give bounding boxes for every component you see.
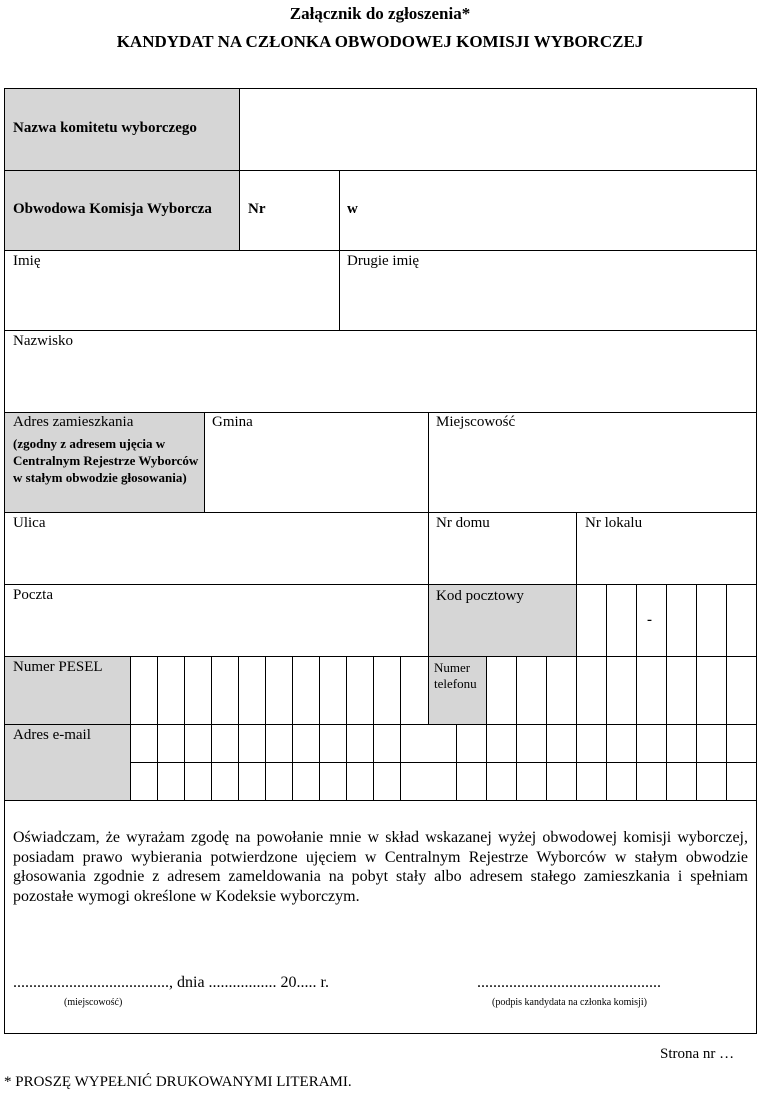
apartment-number-label: Nr lokalu bbox=[585, 515, 643, 531]
commission-location-label: w bbox=[347, 201, 358, 217]
phone-box-divider bbox=[546, 656, 547, 800]
commune-label: Gmina bbox=[212, 414, 253, 430]
post-office-label: Poczta bbox=[13, 587, 53, 603]
pesel-box-divider bbox=[211, 656, 212, 800]
email-box-divider bbox=[456, 724, 457, 800]
pesel-box-divider bbox=[238, 656, 239, 800]
second-name-label: Drugie imię bbox=[347, 253, 420, 269]
row-divider bbox=[4, 250, 757, 251]
phone-box-divider bbox=[486, 656, 487, 800]
signature-line: .............................................. bbox=[477, 974, 661, 991]
row-divider bbox=[4, 656, 757, 657]
email-row-divider bbox=[130, 762, 757, 763]
phone-box-divider bbox=[516, 656, 517, 800]
col-divider bbox=[204, 412, 205, 512]
row-divider bbox=[4, 724, 757, 725]
phone-box-divider bbox=[666, 656, 667, 800]
postal-box-divider bbox=[636, 584, 637, 656]
print-instruction-note: * PROSZĘ WYPEŁNIĆ DRUKOWANYMI LITERAMI. bbox=[4, 1074, 352, 1090]
phone-box-divider bbox=[576, 656, 577, 800]
postal-box-divider bbox=[696, 584, 697, 656]
pesel-box-divider bbox=[157, 656, 158, 800]
pesel-box-divider bbox=[130, 656, 131, 800]
row-divider bbox=[4, 512, 757, 513]
row-divider bbox=[4, 412, 757, 413]
pesel-box-divider bbox=[319, 656, 320, 800]
phone-box-divider bbox=[726, 656, 727, 800]
committee-name-label: Nazwa komitetu wyborczego bbox=[13, 120, 197, 136]
pesel-box-divider bbox=[400, 656, 401, 800]
phone-box-divider bbox=[696, 656, 697, 800]
postal-box-divider bbox=[726, 584, 727, 656]
row-divider bbox=[4, 170, 757, 171]
pesel-box-divider bbox=[346, 656, 347, 800]
col-divider bbox=[576, 512, 577, 656]
col-divider bbox=[339, 170, 340, 330]
postal-code-label: Kod pocztowy bbox=[436, 588, 524, 604]
commission-number-label: Nr bbox=[248, 201, 266, 217]
place-caption: (miejscowość) bbox=[64, 997, 123, 1008]
street-label: Ulica bbox=[13, 515, 46, 531]
declaration-text: Oświadczam, że wyrażam zgodę na powołanie mnie w skład wskazanej wyżej obwodowej komisji wyborczej, posiadam prawo wybierania potwierdzone ujęciem w Centralnym Rejestrze Wyborców w stałym obwodzie głosowania zgodnie z adresem zameldowania na pobyt stały albo adresem stałego zamieszkania i spełniam pozostałe wymogi określone w Kodeksie wyborczym. bbox=[13, 829, 748, 905]
house-number-label: Nr domu bbox=[436, 515, 490, 531]
row-divider bbox=[4, 800, 757, 801]
locality-label: Miejscowość bbox=[436, 414, 516, 430]
email-label: Adres e-mail bbox=[13, 727, 91, 743]
phone-box-divider bbox=[636, 656, 637, 800]
form-title: KANDYDAT NA CZŁONKA OBWODOWEJ KOMISJI WYBORCZEJ bbox=[116, 32, 644, 51]
address-label: Adres zamieszkania bbox=[13, 414, 134, 430]
phone-label: Numer telefonu bbox=[434, 660, 477, 691]
col-divider bbox=[239, 88, 240, 250]
postal-code-dash: - bbox=[647, 612, 652, 628]
place-date-line: ......................................., dnia ................. 20..... r. bbox=[13, 974, 329, 991]
commission-label: Obwodowa Komisja Wyborcza bbox=[13, 201, 212, 217]
pesel-box-divider bbox=[265, 656, 266, 800]
row-divider bbox=[4, 584, 757, 585]
row-divider bbox=[4, 330, 757, 331]
address-note: (zgodny z adresem ujęcia w Centralnym Rejestrze Wyborców w stałym obwodzie głosowania) bbox=[13, 436, 199, 485]
page-number-label: Strona nr … bbox=[660, 1046, 735, 1062]
surname-label: Nazwisko bbox=[13, 333, 73, 349]
pesel-box-divider bbox=[373, 656, 374, 800]
pesel-box-divider bbox=[184, 656, 185, 800]
signature-caption: (podpis kandydata na członka komisji) bbox=[492, 997, 647, 1008]
pesel-label: Numer PESEL bbox=[13, 659, 103, 675]
annex-title: Załącznik do zgłoszenia* bbox=[289, 4, 471, 23]
pesel-box-divider bbox=[292, 656, 293, 800]
postal-box-divider bbox=[666, 584, 667, 656]
first-name-label: Imię bbox=[13, 253, 41, 269]
phone-box-divider bbox=[606, 656, 607, 800]
col-divider bbox=[428, 412, 429, 724]
postal-box-divider bbox=[606, 584, 607, 656]
